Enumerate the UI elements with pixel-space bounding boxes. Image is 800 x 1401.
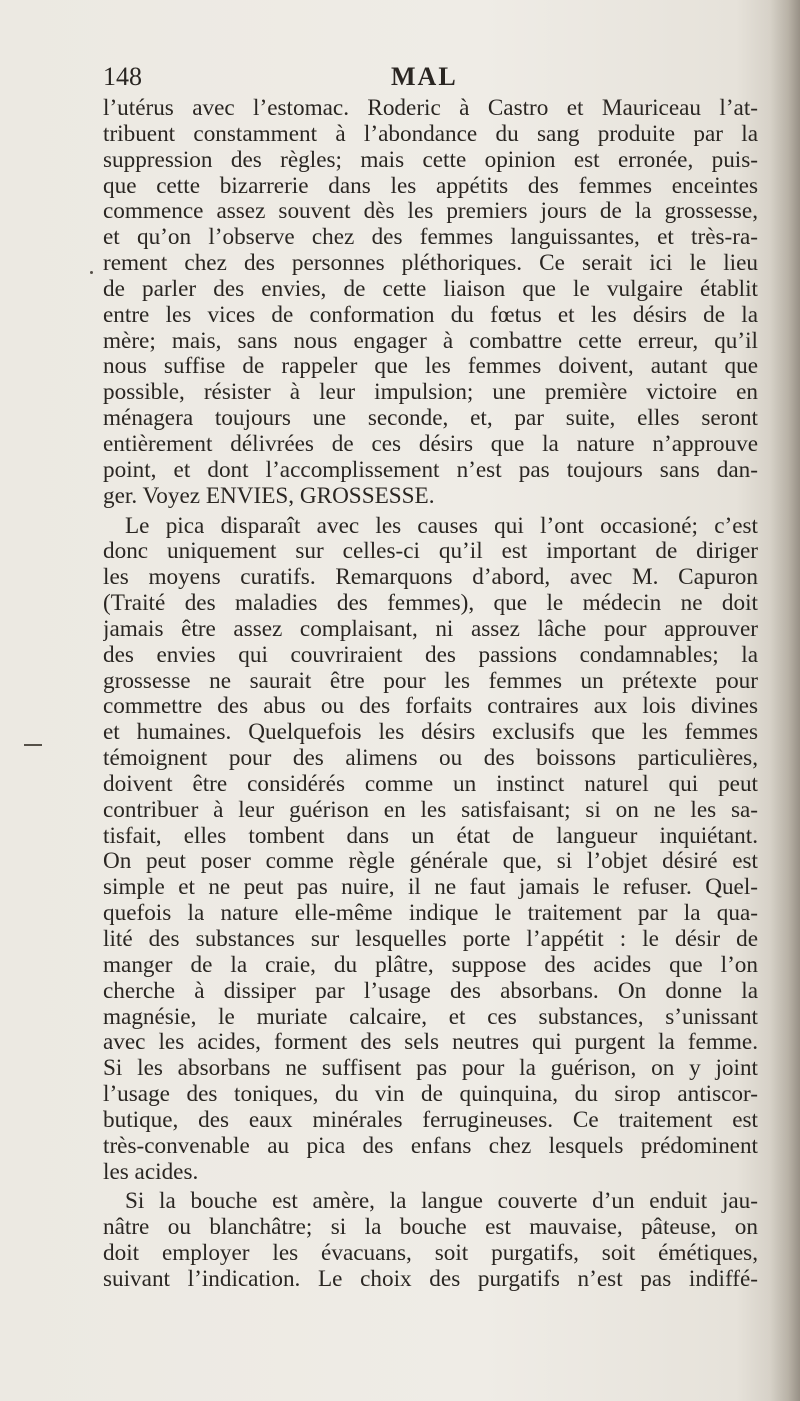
text-line: l’usage des toniques, du vin de quinquina, du sirop antiscor- — [103, 1082, 758, 1108]
text-line: témoignent pour des alimens ou des boissons particulières, — [103, 746, 758, 772]
paragraph-1 — [103, 96, 758, 510]
text-line: point, et dont l’accomplissement n’est pas toujours sans dan- — [103, 457, 758, 483]
text-line: Si la bouche est amère, la langue couverte d’un enduit jau- — [125, 1189, 758, 1215]
text-line: possible, résister à leur impulsion; une première victoire en — [103, 380, 758, 406]
text-line: Le pica disparaît avec les causes qui l’ont occasioné; c’est — [125, 513, 758, 539]
text-line: doivent être considérés comme un instinct naturel qui peut — [103, 771, 758, 797]
text-line: lité des substances sur lesquelles porte l’appétit : le désir de — [103, 927, 758, 952]
text-line: ménagera toujours une seconde, et, par suite, elles seront — [103, 406, 758, 432]
page-gutter-shadow — [770, 0, 800, 1401]
text-line: (Traité des maladies des femmes), que le médecin ne doit — [103, 591, 758, 617]
text-line: simple et ne peut pas nuire, il ne faut jamais le refuser. Quel- — [103, 875, 758, 901]
text-line: l’utérus avec l’estomac. Roderic à Castro et Mauriceau l’at- — [103, 96, 758, 121]
body-text — [103, 96, 758, 1293]
text-line: suppression des règles; mais cette opinion est erronée, puis- — [103, 147, 758, 173]
text-line: de parler des envies, de cette liaison que le vulgaire établit — [103, 276, 758, 302]
text-line: grossesse ne saurait être pour les femmes un prétexte pour — [103, 668, 758, 694]
text-line: doit employer les évacuans, soit purgatifs, soit émétiques, — [103, 1241, 758, 1267]
text-line: entièrement délivrées de ces désirs que la nature n’approuve — [103, 431, 758, 457]
text-line: cherche à dissiper par l’usage des absorbans. On donne la — [103, 978, 758, 1004]
text-line: commettre des abus ou des forfaits contraires aux lois divines — [103, 694, 758, 720]
text-line: des envies qui couvriraient des passions condamnables; la — [103, 642, 758, 668]
page-header — [103, 62, 758, 98]
text-line: mère; mais, sans nous engager à combattre cette erreur, qu’il — [103, 328, 758, 354]
text-line: très-convenable au pica des enfans chez lesquels prédominent — [103, 1133, 758, 1159]
text-line: rement chez des personnes pléthoriques. Ce serait ici le lieu — [103, 251, 758, 277]
text-line: tisfait, elles tombent dans un état de langueur inquiétant. — [103, 823, 758, 849]
text-line: contribuer à leur guérison en les satisfaisant; si on ne les sa- — [103, 797, 758, 823]
text-line: les acides. — [103, 1159, 199, 1185]
text-line: quefois la nature elle-même indique le traitement par la qua- — [103, 901, 758, 927]
text-line: butique, des eaux minérales ferrugineuses. Ce traitement est — [103, 1107, 758, 1133]
margin-mark — [90, 271, 93, 274]
text-line: les moyens curatifs. Remarquons d’abord, avec M. Capuron — [103, 565, 758, 591]
text-line: donc uniquement sur celles-ci qu’il est important de diriger — [103, 539, 758, 565]
text-line: Si les absorbans ne suffisent pas pour la guérison, on y joint — [103, 1056, 758, 1082]
text-line: On peut poser comme règle générale que, si l’objet désiré est — [103, 849, 758, 875]
text-line: ger. Voyez ENVIES, GROSSESSE. — [103, 483, 435, 509]
text-line: et qu’on l’observe chez des femmes languissantes, et très-ra- — [103, 225, 758, 251]
text-line: magnésie, le muriate calcaire, et ces substances, s’unissant — [103, 1004, 758, 1030]
text-line: que cette bizarrerie dans les appétits des femmes enceintes — [103, 173, 758, 199]
text-line: et humaines. Quelquefois les désirs exclusifs que les femmes — [103, 720, 758, 746]
paragraph-3 — [103, 1189, 758, 1292]
text-line: suivant l’indication. Le choix des purgatifs n’est pas indiffé- — [103, 1266, 758, 1292]
text-line: manger de la craie, du plâtre, suppose des acides que l’on — [103, 952, 758, 978]
text-line: avec les acides, forment des sels neutres qui purgent la femme. — [103, 1030, 758, 1056]
page-number: 148 — [103, 62, 142, 91]
text-line: nous suffise de rappeler que les femmes doivent, autant que — [103, 354, 758, 380]
text-line: tribuent constamment à l’abondance du sang produite par la — [103, 121, 758, 147]
text-line: nâtre ou blanchâtre; si la bouche est mauvaise, pâteuse, on — [103, 1215, 758, 1241]
paragraph-2 — [103, 514, 758, 1186]
running-title: MAL — [391, 62, 458, 91]
text-line: jamais être assez complaisant, ni assez lâche pour approuver — [103, 616, 758, 642]
margin-mark — [24, 744, 42, 746]
text-line: entre les vices de conformation du fœtus et les désirs de la — [103, 302, 758, 328]
text-line: commence assez souvent dès les premiers jours de la grossesse, — [103, 199, 758, 225]
